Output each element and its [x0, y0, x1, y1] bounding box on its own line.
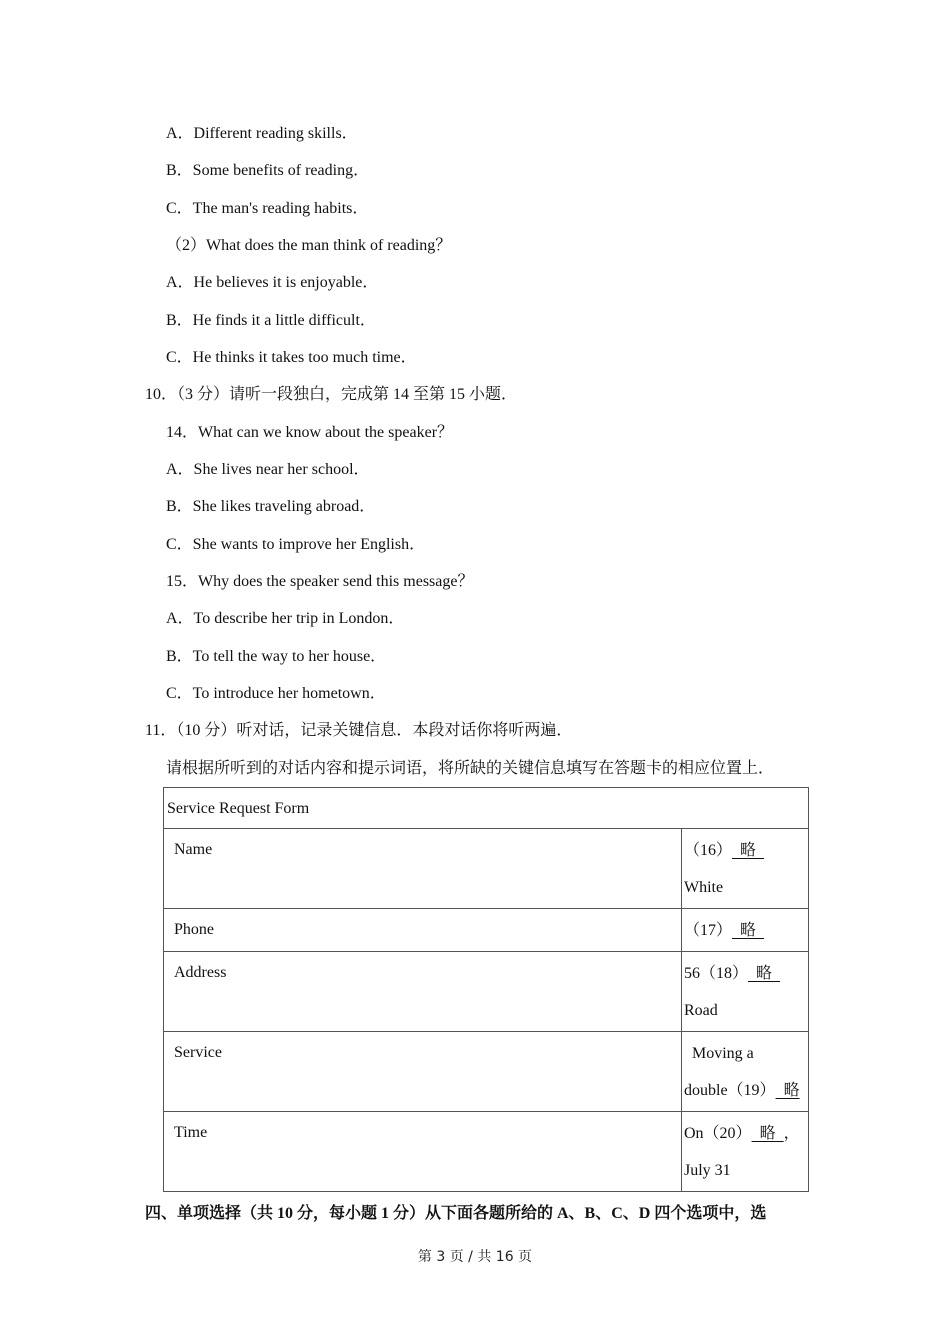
form-value-service — [682, 1032, 809, 1112]
form-label-time: Time — [164, 1112, 682, 1192]
q11-instruction: 请根据所听到的对话内容和提示词语，将所缺的关键信息填写在答题卡的相应位置上． — [166, 760, 775, 777]
answer-blank-17: 略 — [732, 922, 765, 939]
form-value-time — [682, 1112, 809, 1192]
form-value-phone — [682, 909, 809, 952]
time-comma: ， — [783, 1125, 800, 1142]
q9-sub-question-2: （2）What does the man think of reading？ — [166, 237, 452, 254]
address-suffix: Road — [684, 1002, 718, 1019]
service-request-form — [163, 787, 809, 1192]
q10-header: 10．（3 分）请听一段独白，完成第 14 至第 15 小题． — [145, 386, 518, 403]
q15-option-b: B．To tell the way to her house． — [166, 648, 387, 665]
form-value-name — [682, 829, 809, 909]
page-footer: 第 3 页 / 共 16 页 — [417, 1249, 533, 1265]
blank-number-19: double（19） — [684, 1082, 776, 1099]
form-title: Service Request Form — [164, 788, 809, 829]
service-prefix: Moving a — [692, 1045, 754, 1062]
form-row-address — [164, 952, 809, 1032]
blank-number-16: （16） — [684, 842, 733, 859]
form-label-service: Service — [164, 1032, 682, 1112]
form-value-address — [682, 952, 809, 1032]
q15-option-c: C．To introduce her hometown． — [166, 685, 386, 702]
name-suffix: White — [684, 879, 724, 896]
q9-2-option-c: C．He thinks it takes too much time． — [166, 349, 417, 366]
q15-option-a: A．To describe her trip in London． — [166, 610, 405, 627]
blank-number-17: （17） — [684, 922, 733, 939]
answer-blank-16: 略 — [732, 842, 765, 859]
blank-number-18: 56（18） — [684, 965, 749, 982]
q9-2-option-b: B．He finds it a little difficult． — [166, 312, 376, 329]
answer-blank-20: 略 — [751, 1125, 784, 1142]
q14-option-a: A．She lives near her school． — [166, 461, 370, 478]
q9-2-option-a: A．He believes it is enjoyable． — [166, 274, 379, 291]
form-row-name — [164, 829, 809, 909]
time-date: July 31 — [684, 1162, 731, 1179]
form-row-service — [164, 1032, 809, 1112]
q14-question: 14．What can we know about the speaker？ — [166, 424, 454, 441]
q9-option-b: B．Some benefits of reading． — [166, 162, 370, 179]
q15-question: 15．Why does the speaker send this message？ — [166, 573, 474, 590]
section-4-heading: 四、单项选择（共 10 分，每小题 1 分）从下面各题所给的 A、B、C、D 四个选项中，选 — [145, 1205, 767, 1222]
q9-option-c: C．The man's reading habits． — [166, 200, 369, 217]
form-label-address: Address — [164, 952, 682, 1032]
answer-blank-19: 略 — [775, 1082, 800, 1099]
form-row-time — [164, 1112, 809, 1192]
form-label-phone: Phone — [164, 909, 682, 952]
q14-option-c: C．She wants to improve her English． — [166, 536, 426, 553]
q11-header: 11．（10 分）听对话，记录关键信息．本段对话你将听两遍． — [145, 722, 573, 739]
blank-number-20: On（20） — [684, 1125, 752, 1142]
q14-option-b: B．She likes traveling abroad． — [166, 498, 376, 515]
answer-blank-18: 略 — [748, 965, 781, 982]
form-label-name: Name — [164, 829, 682, 909]
form-row-phone — [164, 909, 809, 952]
q9-option-a: A．Different reading skills． — [166, 125, 358, 142]
